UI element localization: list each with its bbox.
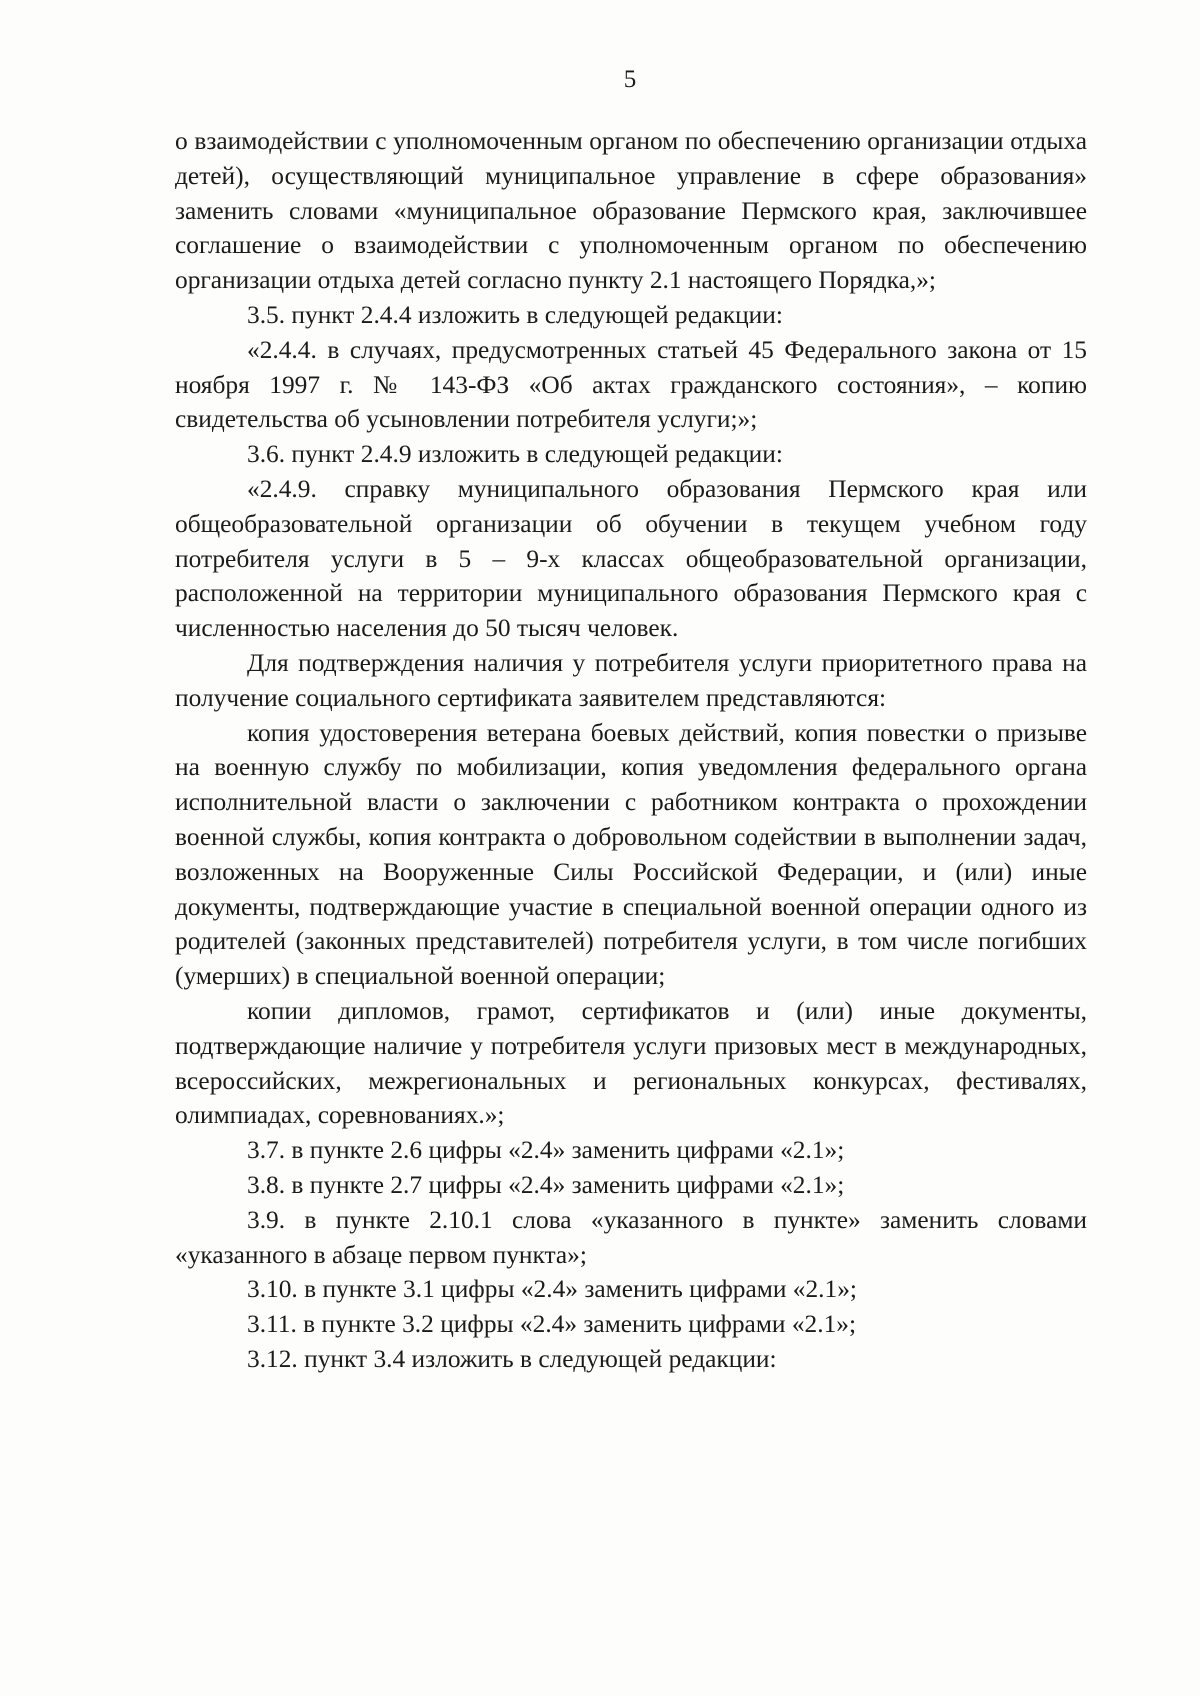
- paragraph-item-3-5: 3.5. пункт 2.4.4 изложить в следующей редакции:: [247, 300, 783, 329]
- paragraph-item-3-8: 3.8. в пункте 2.7 цифры «2.4» заменить цифрами «2.1»;: [247, 1170, 845, 1199]
- paragraph-item-2-4-4: «2.4.4. в случаях, предусмотренных статьей 45 Федерального закона от 15 ноября 1997 г. № 143-ФЗ «Об актах гражданского состояния», – копию свидетельства об усыновлении потребителя услуги;»;: [175, 335, 1087, 434]
- paragraph-item-3-7: 3.7. в пункте 2.6 цифры «2.4» заменить цифрами «2.1»;: [247, 1136, 845, 1165]
- paragraph-veteran-documents: копия удостоверения ветерана боевых действий, копия повестки о призыве на военную службу по мобилизации, копия уведомления федерального органа исполнительной власти о заключении с работником контракта о прохождении военной службы, копия контракта о добровольном содействии в выполнении задач, возложенных на Вооруженные Силы Российской Федерации, и (или) иные документы, подтверждающие участие в специальной военной операции одного из родителей (законных представителей) потребителя услуги, в том числе погибших (умерших) в специальной военной операции;: [175, 718, 1087, 991]
- paragraph-item-2-4-9: «2.4.9. справку муниципального образования Пермского края или общеобразовательной организации об обучении в текущем учебном году потребителя услуги в 5 – 9-х классах общеобразовательной организации, расположенной на территории муниципального образования Пермского края с численностью населения до 50 тысяч человек.: [175, 474, 1087, 643]
- paragraph-priority-right: Для подтверждения наличия у потребителя услуги приоритетного права на получение социального сертификата заявителем представляются:: [175, 648, 1087, 712]
- page-number: 5: [623, 66, 637, 93]
- paragraph-item-3-9: 3.9. в пункте 2.10.1 слова «указанного в пункте» заменить словами «указанного в абзаце первом пункта»;: [175, 1205, 1087, 1269]
- paragraph-item-3-11: 3.11. в пункте 3.2 цифры «2.4» заменить цифрами «2.1»;: [247, 1310, 857, 1339]
- document-body: [175, 124, 1087, 1377]
- paragraph-item-3-6: 3.6. пункт 2.4.9 изложить в следующей редакции:: [247, 440, 783, 469]
- paragraph-diplomas: копии дипломов, грамот, сертификатов и (или) иные документы, подтверждающие наличие у потребителя услуги призовых мест в международных, всероссийских, межрегиональных и региональных конкурсах, фестивалях, олимпиадах, соревнованиях.»;: [175, 996, 1087, 1130]
- paragraph-item-3-12: 3.12. пункт 3.4 изложить в следующей редакции:: [247, 1344, 777, 1373]
- paragraph-continuation: о взаимодействии с уполномоченным органом по обеспечению организации отдыха детей), осуществляющий муниципальное управление в сфере образования» заменить словами «муниципальное образование Пермского края, заключившее соглашение о взаимодействии с уполномоченным органом по обеспечению организации отдыха детей согласно пункту 2.1 настоящего Порядка,»;: [175, 127, 1087, 295]
- paragraph-item-3-10: 3.10. в пункте 3.1 цифры «2.4» заменить цифрами «2.1»;: [247, 1275, 857, 1304]
